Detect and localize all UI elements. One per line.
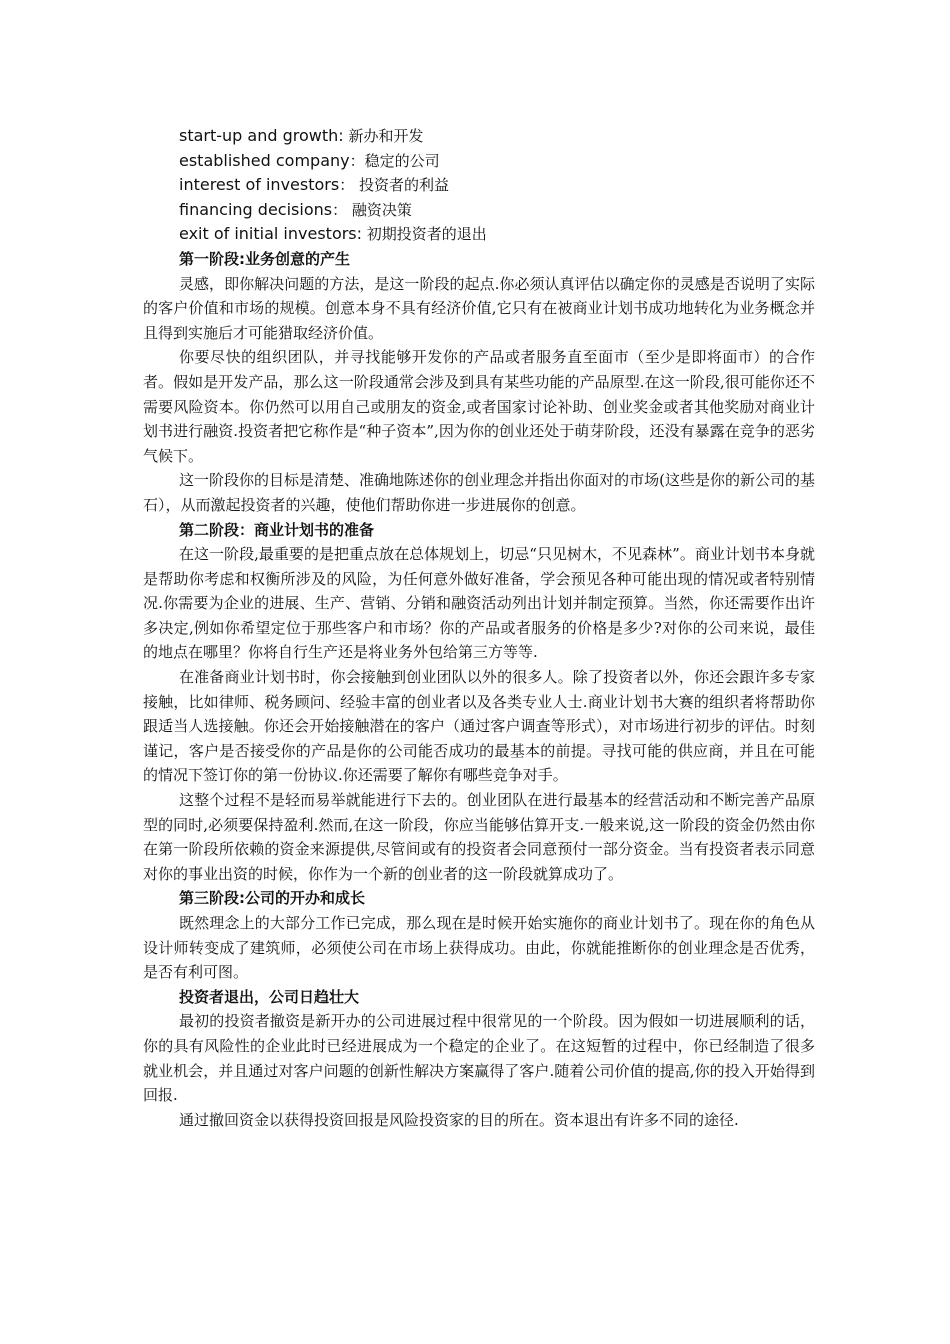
paragraph: 最初的投资者撤资是新开办的公司进展过程中很常见的一个阶段。因为假如一切进展顺利的话，你的具有风险性的企业此时已经进展成为一个稳定的企业了。在这短暂的过程中，你已经制造了很多就业机会，并且通过对客户问题的创新性解决方案赢得了客户.随着公司价值的提高,你的投入开始得到回报. bbox=[143, 1012, 815, 1105]
paragraph: 这整个过程不是轻而易举就能进行下去的。创业团队在进行最基本的经营活动和不断完善产品原型的同时,必须要保持盈利.然而,在这一阶段，你应当能够估算开支.一般来说,这一阶段的资金仍然由你在第一阶段所依赖的资金来源提供,尽管间或有的投资者会同意预付一部分资金。当有投资者表示同意对你的事业出资的时候，你作为一个新的创业者的这一阶段就算成功了。 bbox=[143, 791, 815, 883]
term-english: exit of initial investors: bbox=[179, 224, 363, 244]
paragraph: 灵感，即你解决问题的方法，是这一阶段的起点.你必须认真评估以确定你的灵感是否说明了实际的客户价值和市场的规模。创意本身不具有经济价值,它只有在被商业计划书成功地转化为业务概念并且得到实施后才可能猎取经济价值。 bbox=[143, 274, 815, 342]
term-line bbox=[143, 149, 815, 174]
term-line bbox=[143, 222, 815, 247]
term-chinese: ：稳定的公司 bbox=[349, 151, 440, 170]
term-english: start-up and growth: bbox=[179, 126, 344, 145]
term-line bbox=[143, 198, 815, 223]
term-line bbox=[143, 124, 815, 149]
paragraph: 通过撤回资金以获得投资回报是风险投资家的目的所在。资本退出有许多不同的途径. bbox=[179, 1110, 739, 1129]
term-line bbox=[143, 173, 815, 198]
term-english: established company bbox=[179, 150, 350, 170]
paragraph: 你要尽快的组织团队，并寻找能够开发你的产品或者服务直至面市（至少是即将面市）的合作者。假如是开发产品，那么这一阶段通常会涉及到具有某些功能的产品原型.在这一阶段,很可能你还不需要风险资本。你仍然可以用自己或朋友的资金,或者国家讨论补助、创业奖金或者其他奖励对商业计划书进行融资.投资者把它称作是“种子资本”,因为你的创业还处于萌芽阶段，还没有暴露在竞争的恶劣气候下。 bbox=[143, 348, 815, 465]
section-heading-stage3: 第三阶段:公司的开办和成长 bbox=[179, 889, 365, 908]
term-english: interest of investors bbox=[179, 175, 340, 195]
section-heading-stage2: 第二阶段：商业计划书的准备 bbox=[179, 520, 375, 539]
document-page bbox=[143, 124, 815, 1132]
paragraph: 在这一阶段,最重要的是把重点放在总体规划上，切忌“只见树木，不见森林”。商业计划书本身就是帮助你考虑和权衡所涉及的风险，为任何意外做好准备，学会预见各种可能出现的情况或者特别情况.你需要为企业的进展、生产、营销、分销和融资活动列出计划并制定预算。当然，你还需要作出许多决定,例如你希望定位于那些客户和市场？你的产品或者服务的价格是多少?对你的公司来说，最佳的地点在哪里？你将自行生产还是将业务外包给第三方等等. bbox=[143, 545, 815, 662]
term-english: financing decisions bbox=[179, 199, 333, 219]
term-chinese: 新办和开发 bbox=[343, 127, 424, 145]
paragraph: 这一阶段你的目标是清楚、准确地陈述你的创业理念并指出你面对的市场(这些是你的新公司的基石），从而激起投资者的兴趣，使他们帮助你进一步进展你的创意。 bbox=[143, 471, 815, 514]
term-chinese: ： 投资者的利益 bbox=[339, 176, 449, 195]
paragraph: 在准备商业计划书时，你会接触到创业团队以外的很多人。除了投资者以外，你还会跟许多专家接触，比如律师、税务顾问、经验丰富的创业者以及各类专业人士.商业计划书大赛的组织者将帮助你跟适当人选接触。你还会开始接触潜在的客户（通过客户调查等形式），对市场进行初步的评估。时刻谨记，客户是否接受你的产品是你的公司能否成功的最基本的前提。寻找可能的供应商，并且在可能的情况下签订你的第一份协议.你还需要了解你有哪些竞争对手。 bbox=[143, 668, 815, 785]
section-heading-stage1: 第一阶段:业务创意的产生 bbox=[179, 249, 350, 268]
section-heading-exit: 投资者退出，公司日趋壮大 bbox=[179, 987, 360, 1006]
term-chinese: 初期投资者的退出 bbox=[362, 225, 487, 244]
paragraph: 既然理念上的大部分工作已完成，那么现在是时候开始实施你的商业计划书了。现在你的角色从设计师转变成了建筑师，必须使公司在市场上获得成功。由此，你就能推断你的创业理念是否优秀，是否有利可图。 bbox=[143, 914, 815, 982]
term-chinese: ： 融资决策 bbox=[332, 200, 412, 219]
